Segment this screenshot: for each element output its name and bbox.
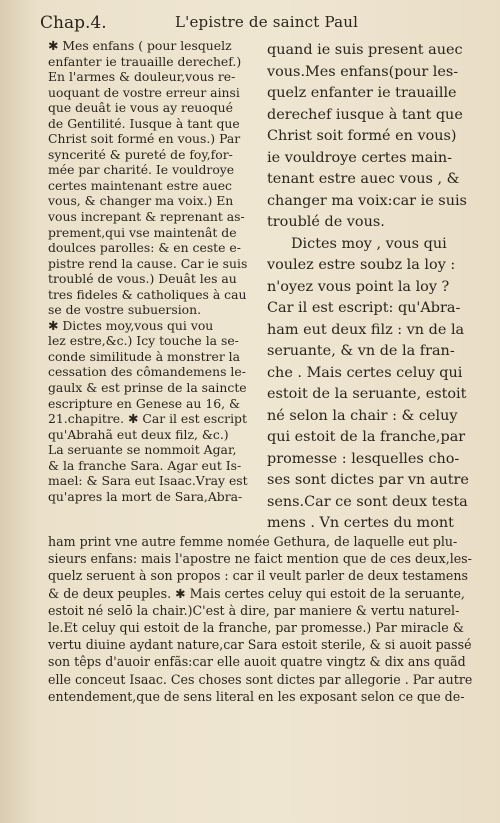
commentary-line: uoquant de vostre erreur ainsi	[48, 84, 240, 100]
commentary-line: escripture en Genese au 16, &	[48, 395, 241, 411]
continuation-line: ham print vne autre femme nomée Gethura, de laquelle eut plu-	[48, 534, 458, 549]
commentary-line: lez estre,&c.) Icy touche la se-	[48, 333, 239, 349]
scripture-line: Christ soit formé en vous)	[267, 128, 457, 144]
scripture-line: Dictes moy , vous qui	[291, 235, 447, 252]
scripture-line: quand ie suis present auec	[267, 42, 463, 58]
scripture-line: tenant estre auec vous , &	[267, 171, 460, 187]
commentary-line: & la franche Sara. Agar eut Is-	[48, 457, 242, 473]
continuation-line: son têps d'auoir enfãs:car elle auoit quatre vingtz & dix ans quãd	[48, 654, 466, 670]
commentary-line: La seruante se nommoit Agar,	[48, 442, 237, 458]
scripture-line: né selon la chair : & celuy	[267, 407, 458, 424]
commentary-line: pistre rend la cause. Car ie suis	[48, 255, 248, 271]
commentary-line: conde similitude à monstrer la	[48, 348, 241, 364]
commentary-line: mael: & Sara eut Isaac.Vray est	[48, 473, 248, 489]
continuation-line: estoit né selō la chair.)C'est à dire, par maniere & vertu naturel-	[48, 602, 460, 618]
scripture-line: mens . Vn certes du mont	[267, 515, 454, 531]
commentary-line: mée par charité. Ie vouldroye	[48, 162, 235, 178]
commentary-column	[48, 38, 256, 504]
commentary-line: qu'Abrahã eut deux filz, &c.)	[48, 426, 229, 442]
commentary-line: enfanter ie trauaille derechef.)	[48, 53, 242, 69]
commentary-continuation	[48, 533, 473, 705]
commentary-line: de Gentilité. Iusque à tant que	[48, 115, 240, 131]
commentary-line: que deuât ie vous ay reuoqué	[48, 100, 233, 116]
scripture-line: che . Mais certes celuy qui	[267, 364, 463, 381]
commentary-line: troublé de vous.) Deuât les au	[48, 271, 237, 287]
scripture-line: vous.Mes enfans(pour les-	[267, 63, 459, 80]
scripture-line: derechef iusque à tant que	[267, 106, 463, 123]
commentary-line: certes maintenant estre auec	[48, 177, 232, 193]
scripture-line: qui estoit de la franche,par	[267, 429, 466, 445]
chapter-marker: Chap.4.	[40, 13, 107, 33]
page-header	[40, 13, 470, 35]
continuation-line: vertu diuine aydant nature,car Sara estoit sterile, & si auoit passé	[48, 637, 472, 653]
scripture-line: ses sont dictes par vn autre	[267, 472, 469, 488]
commentary-line: cessation des cômandemens le-	[48, 364, 246, 380]
commentary-line: se de vostre subuersion.	[48, 302, 202, 318]
continuation-line: entendement,que de sens literal en les exposant selon ce que de-	[48, 688, 465, 704]
commentary-line: tres fideles & catholiques à cau	[48, 286, 247, 302]
scripture-line: estoit de la seruante, estoit	[267, 386, 467, 402]
scripture-line: Car il est escript: qu'Abra-	[267, 300, 461, 316]
commentary-line: gaulx & est prinse de la saincte	[48, 380, 247, 396]
commentary-line: ✱ Mes enfans ( pour lesquelz	[48, 38, 232, 53]
commentary-line: prement,qui vse maintenât de	[48, 224, 237, 240]
scripture-line: promesse : lesquelles cho-	[267, 450, 460, 467]
scripture-line: voulez estre soubz la loy :	[267, 257, 456, 273]
scripture-line: ie vouldroye certes main-	[267, 149, 453, 166]
scripture-line: n'oyez vous point la loy ?	[267, 278, 450, 295]
commentary-line: ✱ Dictes moy,vous qui vou	[48, 317, 214, 333]
scripture-line: quelz enfanter ie trauaille	[267, 85, 457, 101]
commentary-line: qu'apres la mort de Sara,Abra-	[48, 488, 243, 504]
continuation-line: sieurs enfans: mais l'apostre ne faict mention que de ces deux,les-	[48, 551, 472, 567]
commentary-line: vous increpant & reprenant as-	[48, 209, 245, 225]
commentary-line: Christ soit formé en vous.) Par	[48, 131, 241, 147]
scripture-line: troublé de vous.	[267, 214, 385, 230]
scripture-line: ham eut deux filz : vn de la	[267, 321, 465, 338]
continuation-line: quelz seruent à son propos : car il veult parler de deux testamens	[48, 568, 468, 584]
continuation-line: & de deux peuples. ✱ Mais certes celuy qui estoit de la seruante,	[48, 585, 465, 601]
scripture-line: sens.Car ce sont deux testa	[267, 493, 468, 510]
commentary-line: vous, & changer ma voix.) En	[48, 193, 234, 209]
continuation-line: le.Et celuy qui estoit de la franche, par promesse.) Par miracle &	[48, 620, 464, 636]
scripture-line: changer ma voix:car ie suis	[267, 192, 467, 209]
scripture-line: seruante, & vn de la fran-	[267, 343, 455, 359]
commentary-line: 21.chapitre. ✱ Car il est escript	[48, 411, 247, 427]
continuation-line: elle conceut Isaac. Ces choses sont dictes par allegorie . Par autre	[48, 671, 473, 687]
commentary-line: syncerité & pureté de foy,for-	[48, 146, 233, 162]
running-title: L'epistre de sainct Paul	[175, 13, 359, 31]
scripture-column	[267, 40, 470, 535]
commentary-line: doulces parolles: & en ceste e-	[48, 240, 241, 256]
commentary-line: En l'armes & douleur,vous re-	[48, 69, 236, 85]
